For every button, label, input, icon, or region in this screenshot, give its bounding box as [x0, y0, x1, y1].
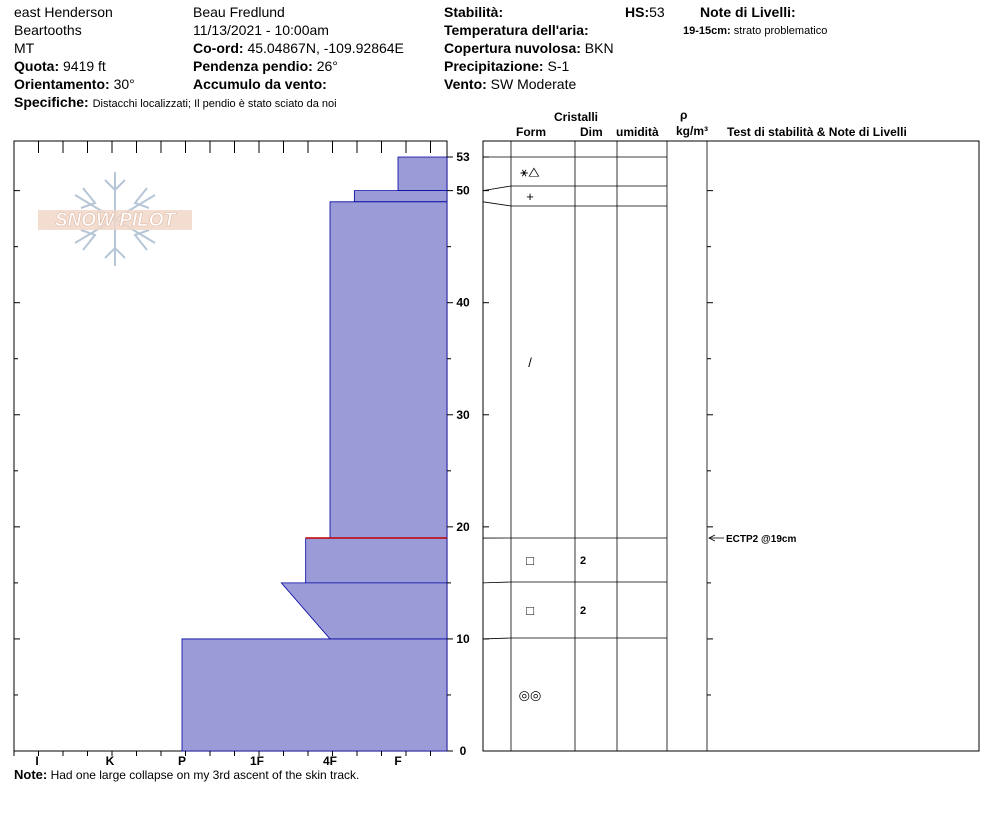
aspect-label: Orientamento:: [14, 76, 110, 92]
table-connector-line: [483, 582, 511, 583]
hardness-tick-label: P: [177, 754, 187, 768]
precip-label: Precipitazione:: [444, 58, 544, 74]
layer-note-depth: 19-15cm:: [683, 25, 731, 37]
grain-form-symbol: ◎◎: [518, 687, 542, 703]
grain-form-symbol: ⚹△: [520, 164, 540, 180]
hardness-tick-label: 1F: [249, 754, 265, 768]
hardness-layer-bar: [398, 157, 447, 191]
hs-label: HS:: [625, 4, 650, 20]
rho-header: ρ: [680, 108, 688, 122]
hardness-tick-label: 4F: [322, 754, 338, 768]
coord-label: Co-ord:: [193, 40, 244, 56]
hardness-layers: [182, 157, 447, 751]
stability-label: Stabilità:: [444, 4, 504, 20]
hardness-layer-bar: [354, 191, 447, 202]
hardness-layer-bar: [330, 202, 447, 538]
depth-tick-label: 20: [456, 519, 470, 534]
depth-tick-label: 50: [456, 183, 470, 198]
grain-form-symbol: □: [526, 553, 534, 568]
aspect-value: 30°: [113, 76, 135, 92]
grain-symbols: [519, 165, 586, 703]
snowpilot-logo: [38, 172, 192, 266]
sky-value: BKN: [584, 40, 614, 56]
wind-label: Vento:: [444, 76, 487, 92]
hardness-tick-label: K: [105, 754, 115, 768]
grain-size-value: 2: [580, 555, 587, 567]
form-header: Form: [516, 125, 546, 139]
hardness-layer-bar: [306, 538, 447, 583]
hardness-top-ticks: [14, 141, 431, 153]
hardness-layer-bar: [281, 583, 447, 639]
slope-value: 26°: [316, 58, 338, 74]
density-unit-header: kg/m³: [676, 124, 709, 138]
depth-tick-label: 0: [459, 744, 467, 758]
depth-tick-label: 53: [456, 150, 470, 164]
state-name: MT: [14, 40, 35, 56]
range-name: Beartooths: [14, 22, 82, 38]
grain-form-symbol: □: [526, 603, 534, 618]
specifics-value: Distacchi localizzati; Il pendio è stato sciato da noi: [92, 98, 337, 110]
hs-value: 53: [649, 4, 665, 20]
depth-tick-label: 10: [456, 631, 470, 646]
table-connector-line: [483, 186, 511, 191]
note-text: Had one large collapse on my 3rd ascent of the skin track.: [50, 768, 360, 782]
precip-value: S-1: [547, 58, 570, 74]
elevation-value: 9419 ft: [63, 58, 106, 74]
note-label: Note:: [14, 767, 48, 782]
table-connector-line: [483, 638, 511, 639]
sky-label: Copertura nuvolosa:: [444, 40, 581, 56]
size-header: Dim: [580, 125, 603, 139]
location-name: east Henderson: [14, 4, 113, 20]
tests-header: Test di stabilità & Note di Livelli: [727, 125, 907, 139]
stability-tests: [709, 534, 796, 545]
elevation-label: Quota:: [14, 58, 60, 74]
hardness-tick-label: I: [35, 754, 39, 768]
depth-tick-label: 30: [456, 407, 470, 422]
note-row: [14, 766, 359, 784]
crystals-header: Cristalli: [554, 110, 599, 124]
layer-table-grid: [483, 141, 707, 751]
coord-value: 45.04867N, -109.92864E: [247, 40, 404, 56]
grain-form-symbol: /: [528, 355, 532, 370]
layer-table-frame: [483, 141, 979, 751]
observer-name: Beau Fredlund: [193, 4, 285, 20]
obs-datetime: 11/13/2021 - 10:00am: [193, 22, 329, 38]
hardness-layer-bar: [182, 639, 447, 751]
layer-note-text: strato problematico: [733, 25, 828, 37]
grain-size-value: 2: [580, 605, 587, 617]
depth-tick-label: 40: [456, 295, 470, 310]
grain-form-symbol: +: [526, 189, 534, 204]
wind-value: SW Moderate: [490, 76, 577, 92]
hardness-tick-label: F: [394, 754, 402, 768]
slope-label: Pendenza pendio:: [193, 58, 313, 74]
test-result-label: ECTP2 @19cm: [726, 534, 797, 545]
air-temp-label: Temperatura dell'aria:: [444, 22, 589, 38]
layer-notes-label: Note di Livelli:: [700, 4, 796, 20]
wind-loading-label: Accumulo da vento:: [193, 76, 327, 92]
table-connector-line: [483, 202, 511, 206]
moisture-header: umidità: [616, 125, 659, 139]
specifics-label: Specifiche:: [14, 94, 89, 110]
logo-text: SNOW PILOT: [54, 210, 176, 231]
